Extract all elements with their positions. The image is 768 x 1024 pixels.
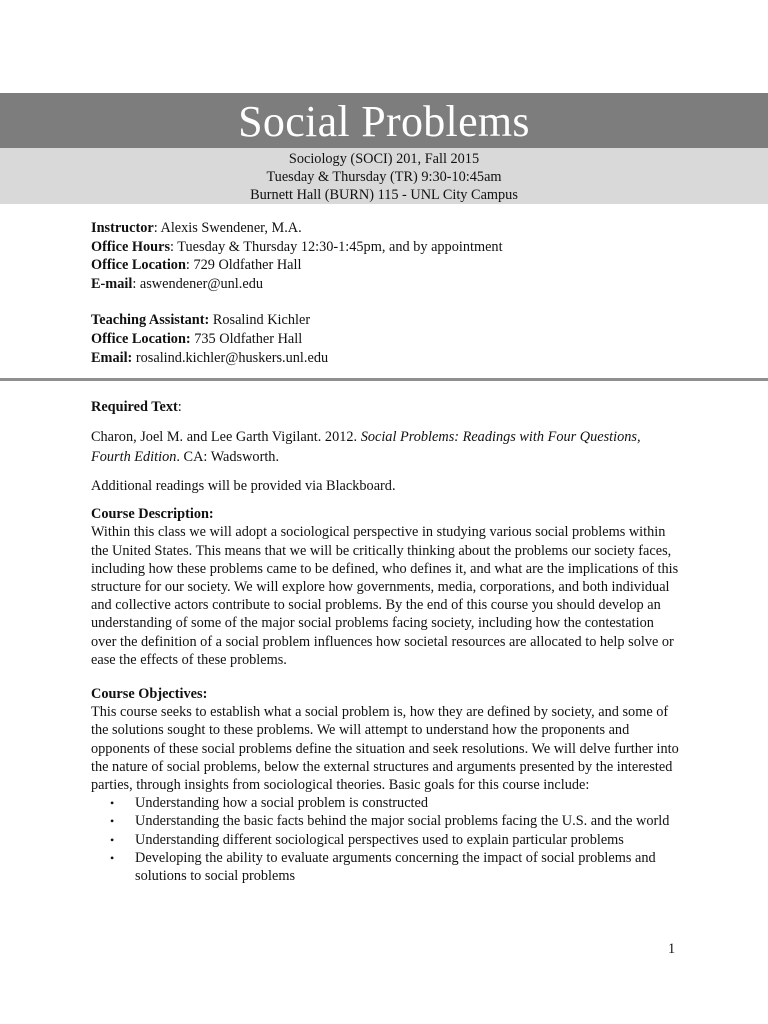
course-description-text: Within this class we will adopt a sociological perspective in studying various social problems within the United States. This means that we will be critically thinking about the problems our society faces, including how these problems came to be defined, who defines it, and what are the implications of this structure for our society. We will explore how governments, media, corporations, and both individual and collective actors contribute to social problems. By the end of this course you should develop an understanding of some of the major social problems facing society, including how the contestation over the definition of a social problem influences how societal resources are allocated to help solve or ease the effects of these problems. xyxy=(91,524,679,668)
course-description-heading: Course Description: xyxy=(91,506,214,523)
instructor-row xyxy=(91,219,711,238)
list-item xyxy=(110,794,681,812)
citation-publisher: . CA: Wadsworth. xyxy=(176,448,280,465)
instructor-label: Instructor xyxy=(91,220,154,236)
meeting-location-line: Burnett Hall (BURN) 115 - UNL City Campus xyxy=(250,187,518,204)
bullet-icon: • xyxy=(110,832,115,847)
section-divider xyxy=(0,378,768,381)
instructor-name: : Alexis Swendener, M.A. xyxy=(153,220,302,236)
course-info-banner xyxy=(0,148,768,204)
ta-email-row xyxy=(91,349,711,368)
course-objectives-text: This course seeks to establish what a social problem is, how they are defined by society, and some of the solutions sought to these problems. We will attempt to understand how the proponents and opponents of these social problems define the situation and seek resolutions. We will delve further into the nature of social problems, below the external structures and arguments presented by the interested parties, through insights from sociological theories. Basic goals for this course include: xyxy=(91,704,679,794)
contact-block xyxy=(91,219,711,367)
goals-list xyxy=(91,794,681,885)
required-text-heading xyxy=(91,397,681,417)
email-row xyxy=(91,275,711,294)
citation-title: Social Problems: Readings with Four Questions, Fourth Edition xyxy=(91,429,641,465)
office-location-value: : 729 Oldfather Hall xyxy=(185,257,302,274)
office-hours-value: : Tuesday & Thursday 12:30-1:45pm, and by appointment xyxy=(170,238,503,255)
additional-readings-note: Additional readings will be provided via Blackboard. xyxy=(91,478,396,494)
office-hours-row xyxy=(91,238,711,257)
required-text-colon: : xyxy=(177,399,182,415)
document-title: Social Problems xyxy=(238,97,530,146)
ta-office-label: Office Location: xyxy=(91,330,191,347)
required-text-heading-label: Required Text xyxy=(91,399,178,415)
list-item xyxy=(110,849,681,885)
syllabus-body xyxy=(91,397,681,885)
textbook-citation xyxy=(91,428,681,467)
goal-text: Understanding the basic facts behind the major social problems facing the U.S. and the world xyxy=(135,813,670,830)
list-item xyxy=(110,831,681,849)
title-banner xyxy=(0,93,768,148)
ta-row xyxy=(91,311,711,330)
goal-text: Understanding different sociological perspectives used to explain particular problems xyxy=(135,831,624,848)
course-objectives-heading: Course Objectives: xyxy=(91,686,208,703)
ta-office-value: 735 Oldfather Hall xyxy=(190,330,303,347)
meeting-time-line: Tuesday & Thursday (TR) 9:30-10:45am xyxy=(266,169,502,186)
bullet-icon: • xyxy=(110,814,115,829)
goal-text: Understanding how a social problem is constructed xyxy=(135,795,429,812)
office-location-label: Office Location xyxy=(91,257,186,274)
ta-email-value[interactable]: rosalind.kichler@huskers.unl.edu xyxy=(132,349,329,366)
ta-label: Teaching Assistant: xyxy=(91,312,210,329)
email-value[interactable]: : aswendener@unl.edu xyxy=(132,275,263,292)
ta-name: Rosalind Kichler xyxy=(209,312,311,329)
bullet-icon: • xyxy=(110,850,115,865)
office-location-row xyxy=(91,256,711,275)
citation-authors: Charon, Joel M. and Lee Garth Vigilant. 2012. xyxy=(91,429,361,445)
goal-text: Developing the ability to evaluate arguments concerning the impact of social problems and solutions to social problems xyxy=(135,849,656,885)
ta-email-label: Email: xyxy=(91,349,133,366)
office-hours-label: Office Hours xyxy=(91,238,171,255)
course-code-line: Sociology (SOCI) 201, Fall 2015 xyxy=(288,151,480,167)
email-label: E-mail xyxy=(91,275,133,292)
page-number: 1 xyxy=(668,941,676,957)
ta-office-row xyxy=(91,330,711,349)
list-item xyxy=(110,812,681,830)
bullet-icon: • xyxy=(110,796,115,811)
